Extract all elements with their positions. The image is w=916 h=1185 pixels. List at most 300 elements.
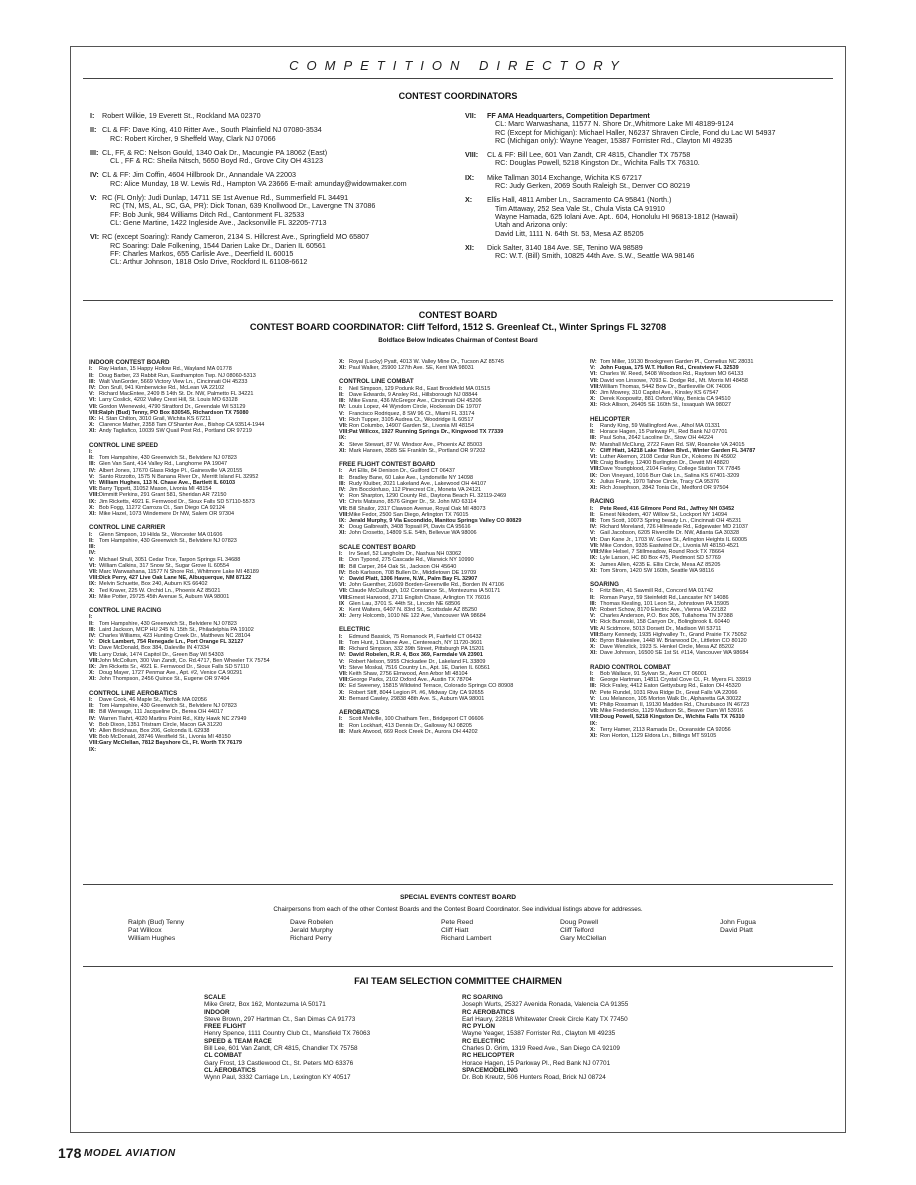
- region-number: I:: [339, 551, 343, 558]
- member-entry: Irv Searl, 52 Langholm Dr., Nashua NH 03062: [349, 551, 462, 558]
- region-number: XI:: [89, 676, 97, 683]
- member-entry: Marshall McClung, 2722 Fawn Rd. SW, Roanoke VA 24015: [600, 441, 745, 448]
- member-entry: Lou Melancon, 105 Morton Walk Dr., Alpharetta GA 30022: [600, 695, 742, 702]
- board-member-row: [89, 747, 337, 753]
- member-entry: Cliff Hiatt, 14218 Lake Tilden Blvd., Winter Garden FL 34787: [600, 447, 756, 454]
- region-number: I:: [339, 385, 343, 392]
- board-title: CONTROL LINE COMBAT: [339, 378, 414, 386]
- board-title: FREE FLIGHT CONTEST BOARD: [339, 461, 436, 469]
- member-entry: Warren Tiahrt, 4020 Martins Point Rd., Kitty Hawk NC 27949: [99, 715, 247, 722]
- region-number: II:: [339, 392, 344, 399]
- coordinator-line: RC Soaring: Dale Folkening, 1544 Darien Lake Dr., Darien IL 60561: [110, 240, 326, 250]
- coordinator-line: CL , FF & RC: Sheila Nitsch, 5650 Boyd Rd., Grove City OH 43123: [110, 156, 324, 166]
- region-number: III:: [89, 461, 96, 468]
- region-number: V:: [590, 530, 596, 537]
- region-number: V:: [590, 695, 596, 702]
- region-number: X:: [89, 670, 95, 677]
- region-number: X:: [89, 422, 95, 429]
- board-title: RACING: [590, 498, 615, 506]
- member-entry: Barry Tippett, 31052 Mason, Livonia MI 48154: [99, 486, 212, 493]
- member-entry: Dave Wenzlick, 1923 S. Henkel Circle, Mesa AZ 85202: [600, 644, 735, 651]
- board-title: CONTROL LINE SPEED: [89, 441, 158, 449]
- member-entry: Ernest Nikodem, 407 Willow St., Lockport NY 14094: [600, 511, 728, 518]
- region-number: IV:: [590, 359, 597, 365]
- region-number: III:: [590, 518, 597, 525]
- board-member-row: [89, 676, 337, 682]
- member-entry: William Thomas, 5442 Bow Dr., Bartlesville OK 74006: [600, 383, 732, 390]
- member-entry: Dave Edwards, 9 Ansley Rd., Hillsborough NJ 08844: [349, 392, 478, 399]
- region-number: III:: [339, 646, 346, 653]
- region-number: IX:: [89, 663, 97, 670]
- member-entry: Paul Walker, 25900 127th Ave. SE, Kent WA 98031: [349, 365, 474, 372]
- member-entry: Albert Jones, 17670 Glass Ridge Pl., Gainesville VA 20155: [99, 467, 243, 474]
- region-number: II:: [90, 125, 97, 135]
- fai-chairman: Charles D. Grim, 1319 Reed Ave., San Diego CA 92109: [462, 1045, 620, 1053]
- region-number: VII:: [89, 734, 98, 741]
- member-entry: Claude McCullough, 102 Constance St., Montezuma IA 50171: [349, 588, 501, 595]
- member-entry: John Guenther, 21609 Borden-Greenville Rd., Borden IN 47106: [349, 582, 505, 589]
- coordinator-line: FF: Bob Junk, 984 Williams Ditch Rd., Cantonment FL 32533: [110, 209, 305, 219]
- coordinator-line: RC: W.T. (Bill) Smith, 10825 44th Ave. S.W., Seattle WA 98146: [495, 251, 695, 261]
- member-entry: Thomas Kiesling, 101 Leon St., Johnstown PA 15905: [600, 600, 730, 607]
- region-number: III:: [590, 683, 597, 690]
- region-entry: [465, 151, 835, 168]
- region-number: VIII:: [590, 466, 601, 473]
- member-entry: Dimmitt Perkins, 291 Grant 581, Sheridan AR 72150: [99, 492, 227, 499]
- member-entry: Doug Galbreath, 3408 Topsail Pl, Davis CA 95616: [349, 524, 471, 531]
- member-entry: John Fuqua, 175 W.T. Hullon Rd., Crestview FL 32539: [600, 365, 739, 372]
- member-entry: Terry Hamer, 2113 Ramada Dr., Oceanside CA 92056: [600, 726, 731, 733]
- member-entry: Jim Bocckinfuso, 112 Pinecrest Cir., Moneta VA 24121: [349, 487, 482, 494]
- fai-heading: FAI TEAM SELECTION COMMITTEE CHAIRMEN: [354, 976, 562, 986]
- member-entry: John Thompson, 2456 Quince St., Eugene OR 97404: [99, 676, 230, 683]
- member-entry: Mike Helsel, 7 Stillmeadow, Round Rock TX 78664: [600, 549, 725, 556]
- board-section: [339, 709, 587, 735]
- member-entry: Dave Cook, 46 Maple St., Norfolk MA 02056: [99, 696, 207, 703]
- region-number: IX:: [590, 390, 598, 397]
- member-entry: Mike Condon, 9335 Eastwind Dr., Livonia MI 48150-4521: [600, 542, 740, 549]
- member-name: Pat Willcox: [128, 926, 162, 934]
- coordinator-line: CL: Arthur Johnson, 1818 Oslo Drive, Rockford IL 61108-6612: [110, 257, 308, 267]
- region-number: X:: [465, 195, 473, 205]
- fai-rule: [83, 966, 833, 967]
- member-entry: Mike Hazel, 1073 Windemere Dr NW, Salem OR 97304: [99, 511, 235, 518]
- member-entry: Robert Schow, 8170 Electric Ave., Vienna VA 22182: [600, 606, 727, 613]
- region-number: XI:: [590, 567, 598, 574]
- member-entry: Richard Moreland, 726 Hillmeade Rd., Edgewater MD 21037: [600, 524, 748, 531]
- board-member-row: [89, 594, 337, 600]
- region-number: V:: [89, 473, 95, 480]
- region-number: V:: [89, 556, 95, 563]
- member-entry: David Platt, 1306 Havre, N.W., Palm Bay FL 32907: [349, 575, 478, 582]
- region-body: [102, 171, 460, 188]
- member-entry: Jerry Holcomb, 1010 NE 122 Ave, Vancouver WA 98684: [349, 613, 486, 620]
- member-name: Gary McClellan: [560, 934, 607, 942]
- region-number: V:: [339, 493, 345, 500]
- region-number: II:: [339, 639, 344, 646]
- region-number: XI:: [590, 485, 598, 492]
- board-section: [89, 359, 337, 435]
- region-number: I:: [339, 468, 343, 475]
- member-entry: Robert Stiff, 8044 Legion Pl. #6, Midway City CA 92655: [349, 689, 484, 696]
- member-entry: Byron Blakeslee, 1448 W. Briarwood Dr., Littleton CO 80120: [600, 637, 747, 644]
- member-entry: Ron Horton, 1129 Eldora Ln., Billings MT 59105: [600, 732, 717, 739]
- board-member-row: [590, 568, 838, 574]
- member-entry: Randy King, 59 Wallingford Ave., Athol MA 01331: [600, 423, 721, 430]
- region-number: IV:: [590, 524, 597, 531]
- member-entry: Scott Melville, 100 Chatham Terr., Bridgeport CT 06606: [349, 716, 484, 723]
- region-number: II:: [89, 455, 94, 462]
- board-section: [590, 359, 838, 409]
- member-entry: Mark Atwood, 669 Rock Creek Dr., Aurora OH 44202: [349, 728, 478, 735]
- region-number: III:: [89, 378, 96, 385]
- region-number: III:: [339, 480, 346, 487]
- region-number: III:: [339, 563, 346, 570]
- coordinator-line: Robert Wilkie, 19 Everett St., Rockland MA 02370: [102, 111, 261, 120]
- region-number: IX:: [590, 555, 598, 562]
- member-entry: Mike Fedor, 2500 San Diego, Arlington TX 76015: [349, 511, 469, 518]
- member-entry: Fritz Bien, 41 Sawmill Rd., Concord MA 01742: [600, 588, 714, 595]
- member-entry: Ernest Harwood, 2711 English Chase, Arlington TX 76016: [349, 594, 491, 601]
- board-member-row: [590, 650, 838, 656]
- member-entry: Mark Hansen, 3585 SE Franklin St., Portland OR 97202: [349, 447, 486, 454]
- member-entry: Bill Werwage, 111 Jacqueline Dr., Berea OH 44017: [99, 709, 224, 716]
- fai-category: CL COMBAT: [204, 1052, 242, 1060]
- member-entry: Gary McClellan, 7812 Bayshore Ct., Ft. Worth TX 76179: [99, 740, 242, 747]
- region-number: VIII:: [465, 150, 479, 160]
- member-entry: Keith Shaw, 2756 Elmwood, Ann Arbor MI 48104: [349, 670, 468, 677]
- region-number: VI:: [339, 582, 347, 589]
- region-number: IX:: [339, 435, 347, 442]
- coordinators-rule: [83, 300, 833, 301]
- region-number: VI:: [89, 562, 97, 569]
- member-entry: H. Stan Chilton, 3010 Grail, Wichita KS 67211: [99, 416, 211, 423]
- member-entry: Ron Lockhart, 413 Dennis Dr., Galloway NJ 08205: [349, 722, 472, 729]
- member-entry: Doug Mayer, 1727 Penmar Ave., Apt. #2, Venice CA 90291: [99, 670, 243, 677]
- coordinator-line: Wayne Hamada, 625 Iolani Ave. Apt.. 604, Honolulu HI 96813-1812 (Hawaii): [495, 211, 738, 221]
- region-number: XI:: [89, 593, 97, 600]
- coordinator-line: RC (TN, MS, AL, SC, GA, PR): Dick Tonan, 639 Knollwood Dr., Lavergne TN 37086: [110, 201, 376, 211]
- region-number: I:: [590, 505, 594, 512]
- region-number: II:: [339, 557, 344, 564]
- region-number: II:: [590, 429, 595, 436]
- region-number: XI:: [590, 402, 598, 409]
- member-entry: Mike Evans, 436 McGregor Ave., Cincinnati OH 45206: [349, 398, 482, 405]
- board-title: RADIO CONTROL COMBAT: [590, 663, 671, 671]
- member-entry: Larry Dziak, 1474 Capitol Dr., Green Bay WI 54303: [99, 651, 224, 658]
- board-section: [89, 607, 337, 683]
- region-number: IX: [339, 600, 345, 607]
- region-number: III:: [89, 544, 96, 551]
- member-entry: Glen Van Sant, 414 Valley Rd., Langhorne PA 19047: [99, 461, 228, 468]
- member-entry: Mike Fredericks, 1129 Madison St., Beaver Dam WI 53916: [600, 708, 743, 715]
- member-entry: Bob Wallace, 91 Sylvan St., Avon CT 06001: [600, 670, 707, 677]
- coordinator-line: FF: Charles Markos, 655 Carlisle Ave., Deerfield IL 60015: [110, 248, 294, 258]
- member-entry: George Hartman, 14811 Crystal Cove Ct., Ft. Myers FL 33919: [600, 677, 752, 684]
- board-section: [339, 359, 587, 371]
- member-entry: Pete Rundel, 1031 Riva Ridge Dr., Great Falls VA 22066: [600, 689, 738, 696]
- member-entry: Edmund Bassick, 75 Romanock Pl, Fairfield CT 06432: [349, 633, 482, 640]
- coordinator-line: CL: Marc Warwashana, 11577 N. Shore Dr.,Whitmore Lake MI 48189-9124: [495, 119, 734, 129]
- region-number: XI:: [339, 447, 347, 454]
- region-number: X:: [339, 689, 345, 696]
- region-number: VII:: [339, 505, 348, 512]
- member-entry: Melvin Schuette, Box 240, Auburn KS 66402: [99, 581, 208, 588]
- board-title: SOARING: [590, 580, 619, 588]
- region-body: [102, 126, 460, 143]
- board-member-row: [339, 729, 587, 735]
- region-body: [102, 112, 460, 120]
- region-entry: [465, 112, 835, 145]
- member-entry: John Crosetto, 14809 S.E. 54th, Bellevue WA 98006: [349, 530, 477, 537]
- member-entry: David von Linsowe, 7093 E. Dodge Rd., Mt. Morris MI 48458: [600, 377, 748, 384]
- member-entry: Doug Barber, 23 Rabbit Run, Easthampton Twp. NJ 08060-5313: [99, 372, 256, 379]
- member-entry: William Hughes, 113 N. Chase Ave., Bartlett IL 60103: [99, 480, 236, 487]
- region-number: VI:: [590, 536, 598, 543]
- region-number: VII:: [89, 651, 98, 658]
- region-number: IV:: [89, 385, 96, 392]
- region-entry: [90, 233, 460, 266]
- member-name: Cliff Telford: [560, 926, 594, 934]
- region-number: X:: [590, 726, 596, 733]
- region-number: XI:: [465, 242, 475, 252]
- coordinator-line: RC: Judy Gerken, 2069 South Raleigh St., Denver CO 80219: [495, 181, 690, 191]
- member-entry: Jim Ricketts Sr., 4921 E. Fernwood Dr., Sioux Falls SD 57110: [99, 663, 249, 670]
- coordinator-line: CL, FF, & RC: Nelson Gould, 1340 Oak Dr., Macungie PA 18062 (East): [102, 147, 328, 157]
- fai-left-column: [204, 994, 454, 1082]
- member-entry: Don Vineyard, 1016 Burr Oak Ln., Salina KS 67401-3209: [600, 472, 740, 479]
- region-body: [487, 151, 835, 168]
- coordinator-line: FF AMA Headquarters, Competition Department: [487, 111, 650, 120]
- region-number: XI:: [339, 365, 347, 372]
- region-number: IX:: [89, 416, 97, 423]
- page-number: 178: [58, 1145, 82, 1161]
- member-name: Dave Robelen: [290, 919, 334, 926]
- member-entry: George Parks, 2102 Oxford Ave., Austin TX 78704: [349, 677, 472, 684]
- region-number: X:: [590, 396, 596, 403]
- region-body: [487, 244, 835, 261]
- fai-chairman: Earl Haury, 22818 Whitewater Creek Circle Katy TX 77450: [462, 1015, 628, 1023]
- member-entry: Ron Sharpton, 1290 County Rd., Daytona Beach FL 32119-2469: [349, 493, 507, 500]
- page-title: COMPETITION DIRECTORY: [289, 58, 627, 73]
- region-number: VII:: [89, 568, 98, 575]
- member-entry: Don Srull, 941 Kimberwicke Rd., McLean VA 22102: [99, 385, 225, 392]
- region-body: [102, 233, 460, 266]
- coordinators-right-column: [465, 112, 835, 266]
- region-number: VII:: [465, 111, 477, 120]
- board-member-row: [89, 428, 337, 434]
- member-entry: Bill Carper, 264 Oak St., Jackson OH 45640: [349, 563, 457, 570]
- region-body: [102, 149, 460, 166]
- region-number: VIII:: [89, 575, 100, 582]
- region-number: V:: [90, 193, 97, 203]
- board-title: AEROBATICS: [339, 708, 380, 716]
- board-title: SCALE CONTEST BOARD: [339, 543, 416, 551]
- board-title: CONTROL LINE RACING: [89, 606, 162, 614]
- region-number: VII:: [89, 403, 98, 410]
- member-entry: Mike Potter, 29725 45th Avenue S, Auburn WA 98001: [99, 593, 230, 600]
- region-number: IV:: [590, 689, 597, 696]
- member-entry: Rich Josephson, 2842 Tonia Cir., Medford OR 97504: [600, 485, 729, 492]
- fai-category: SCALE: [204, 994, 226, 1001]
- member-entry: Philip Rossman II, 19130 Madden Rd., Churubusco IN 46723: [600, 701, 750, 708]
- member-entry: Glen Lau, 3701 S. 44th St., Lincoln NE 68506: [349, 600, 461, 607]
- coordinator-line: David Litt, 1111 N. 64th St. 53, Mesa AZ 85205: [495, 228, 644, 238]
- member-entry: Gordon Wienewski, 4790 Stratford Dr., Greendale WI 53129: [99, 403, 246, 410]
- contest-board-coordinator: CONTEST BOARD COORDINATOR: Cliff Telford, 1512 S. Greenleaf Ct., Winter Springs FL 32708: [249, 322, 667, 332]
- coordinator-line: Tim Attaway, 252 Sea Vale St., Chula Vista CA 91910: [495, 203, 665, 213]
- region-number: XI:: [590, 650, 598, 657]
- region-number: IX:: [590, 637, 598, 644]
- board-member-row: [89, 511, 337, 517]
- board-section: [339, 461, 587, 537]
- region-number: VI:: [590, 454, 598, 461]
- region-number: VII:: [339, 423, 348, 430]
- region-number: III:: [590, 600, 597, 607]
- fai-category: INDOOR: [204, 1008, 230, 1016]
- board-title: CONTROL LINE AEROBATICS: [89, 689, 178, 697]
- member-entry: James Allen, 4235 E. Ellis Circle, Mesa AZ 85205: [600, 561, 721, 568]
- coordinator-line: RC: Robert Kircher, 9 Sheffeld Way, Clark NJ 07066: [110, 133, 276, 143]
- member-entry: Roman Paryz, 59 Steinfeldt Rd.,Lancaster NY 14086: [600, 594, 729, 601]
- board-title: INDOOR CONTEST BOARD: [89, 359, 170, 366]
- fai-chairman: Bill Lee, 601 Van Zandt, CR 4815, Chandler TX 75758: [204, 1045, 358, 1053]
- region-number: VII:: [590, 460, 599, 467]
- member-entry: Pat Willcox, 1927 Running Springs Dr., Kingwood TX 77339: [349, 429, 504, 436]
- region-number: VI:: [89, 727, 97, 734]
- region-number: V:: [339, 410, 345, 417]
- member-entry: Bob Dixon, 1351 Tristram Circle, Macon GA 31220: [99, 721, 223, 728]
- region-number: X:: [590, 561, 596, 568]
- member-name: Ralph (Bud) Tenny: [128, 919, 185, 926]
- region-number: X:: [590, 644, 596, 651]
- member-entry: Dick Lambert, 754 Renegade Ln., Port Orange FL 32127: [99, 639, 244, 646]
- region-entry: [465, 196, 835, 237]
- coordinator-line: CL & FF: Bill Lee, 601 Van Zandt, CR 4815, Chandler TX 75758: [487, 150, 691, 160]
- member-entry: Bob Karlsson, 708 Bullen Dr., Middletown DE 19709: [349, 569, 477, 576]
- region-number: IV:: [339, 569, 346, 576]
- region-number: I:: [590, 588, 594, 595]
- region-number: I:: [590, 670, 594, 677]
- region-number: I:: [339, 716, 343, 723]
- member-name: John Fugua: [720, 919, 756, 926]
- member-entry: Rudy Kluiber, 2021 Lakeland Ave., Lakewood OH 44107: [349, 480, 487, 487]
- board-title: CONTROL LINE CARRIER: [89, 524, 166, 532]
- region-number: II:: [590, 677, 595, 684]
- contest-board-column-1: [89, 359, 337, 760]
- region-number: X:: [339, 441, 345, 448]
- special-events-subtitle: Chairpersons from each of the other Contest Boards and the Contest Board Coordinator. See individual listings above for addresses.: [273, 906, 643, 913]
- member-entry: Pete Reed, 416 Gilmore Pond Rd., Jaffrey NH 03452: [600, 505, 735, 512]
- member-entry: Jim Ricketts, 4921 E. Fernwood Dr., Sioux Falls SD 57110-5573: [99, 498, 255, 505]
- magazine-name: MODEL AVIATION: [84, 1148, 176, 1159]
- region-number: IX:: [339, 518, 347, 525]
- member-name: Cliff Hiatt: [441, 926, 469, 934]
- board-member-row: [339, 530, 587, 536]
- member-entry: Tom Hampshire, 430 Greenwich St., Belvidere NJ 07823: [99, 703, 237, 710]
- region-number: IV:: [89, 715, 96, 722]
- coordinator-line: RC (FL Only): Judi Dunlap, 14711 SE 1st Avenue Rd., Summerfield FL 34491: [102, 193, 349, 203]
- region-number: IX:: [89, 498, 97, 505]
- region-number: XI:: [590, 732, 598, 739]
- fai-chairman: Joseph Wurts, 25327 Avenida Ronada, Valencia CA 91355: [462, 1001, 629, 1009]
- member-entry: Bill Shailor, 2317 Clawson Avenue, Royal Oak MI 48073: [349, 505, 486, 512]
- member-entry: Jim Mowrey, 310 Capitol Ave., Kinsley KS 67547: [600, 390, 719, 397]
- region-number: X:: [590, 478, 596, 485]
- region-number: II:: [89, 703, 94, 710]
- region-number: IX:: [89, 581, 97, 588]
- region-number: III:: [89, 709, 96, 716]
- region-number: X:: [339, 359, 345, 365]
- member-entry: John McCollum, 300 Van Zandt, Co. Rd.4717, Ben Wheeler TX 75754: [99, 657, 270, 664]
- region-number: VII:: [590, 542, 599, 549]
- member-entry: Louis Lopez, 44 Wyndom Circle, Hockessin DE 19707: [349, 404, 482, 411]
- region-number: X:: [89, 504, 95, 511]
- contest-board-heading: CONTEST BOARD: [418, 310, 498, 320]
- region-number: II:: [590, 594, 595, 601]
- region-number: III:: [89, 626, 96, 633]
- member-entry: Tom Miller, 19130 Brookgreen Garden Pl., Cornelius NC 28031: [600, 359, 754, 365]
- region-number: I:: [90, 111, 95, 120]
- member-entry: Rick Burnoski, 158 Canyon Dr., Bolingbrook IL 60440: [600, 619, 730, 626]
- member-entry: Dave Johnson, 16500 SE 1st St. #114, Vancouver WA 98684: [600, 650, 749, 657]
- region-number: I:: [89, 366, 93, 373]
- member-entry: Tom Hunt, 1 Dianne Ave., Centereach, NY 11720-3601: [349, 639, 483, 646]
- region-number: VI:: [89, 397, 97, 404]
- board-section: [590, 664, 838, 740]
- region-number: V:: [89, 391, 95, 398]
- region-number: IV:: [90, 170, 99, 180]
- region-number: X:: [339, 606, 345, 613]
- member-entry: Bob Fogg, 11272 Carroza Ct., San Diego CA 92124: [99, 504, 225, 511]
- region-number: I:: [89, 696, 93, 703]
- member-entry: Doug Powell, 5218 Kingston Dr., Wichita Falls TX 76310: [600, 714, 745, 721]
- region-number: XI:: [339, 613, 347, 620]
- coordinator-line: CL: Gene Martine, 1422 Ingleside Ave., Jacksonville FL 32205-7713: [110, 217, 327, 227]
- region-number: VII:: [590, 625, 599, 632]
- region-body: [487, 196, 835, 237]
- region-number: I:: [89, 531, 93, 538]
- coordinators-heading: CONTEST COORDINATORS: [398, 91, 518, 101]
- region-number: V:: [89, 721, 95, 728]
- member-name: Jerald Murphy: [290, 926, 334, 934]
- member-entry: Walt VanGorder, 5669 Victory View Ln., Cincinnati OH 45233: [99, 378, 248, 385]
- region-number: IV:: [89, 632, 96, 639]
- coordinator-line: Ellis Hall, 4811 Amber Ln., Sacramento CA 95841 (North.): [487, 195, 672, 205]
- member-entry: Ted Kraver, 225 W. Orchid Ln., Phoenix AZ 85021: [99, 587, 221, 594]
- region-number: VIII:: [590, 549, 601, 556]
- fai-chairman: Gary Frost, 13 Castlewood Ct., St. Peters MO 63376: [204, 1059, 354, 1067]
- coordinator-line: CL & FF: Dave King, 410 Ritter Ave., South Plainfield NJ 07080-3534: [102, 125, 322, 135]
- region-number: III:: [90, 147, 99, 157]
- region-number: IV:: [590, 441, 597, 448]
- region-number: VI:: [590, 701, 598, 708]
- member-entry: Julius Frank, 1970 Tahoe Circle, Tracy CA 95376: [600, 478, 720, 485]
- special-events-column-3: [441, 919, 491, 942]
- fai-chairman: Mike Gretz, Box 162, Montezuma IA 50171: [204, 1001, 326, 1009]
- special-events-rule: [83, 884, 833, 885]
- region-number: IV:: [339, 652, 346, 659]
- member-entry: Bob McDonald, 28746 Westfield St., Livonia MI 48150: [99, 734, 231, 741]
- coordinator-line: Dick Salter, 3140 184 Ave. SE, Tenino WA 98589: [487, 242, 643, 252]
- member-name: Richard Lambert: [441, 934, 492, 942]
- member-entry: Steve Stewart, 87 W. Windsor Ave., Phoenix AZ 85003: [349, 441, 483, 448]
- board-member-row: [590, 402, 838, 408]
- member-entry: Royal (Lucky) Pyatt, 4013 W. Valley Mine Dr., Tucson AZ 85745: [349, 359, 504, 365]
- region-entry: [90, 112, 460, 120]
- region-number: VIII:: [89, 740, 100, 747]
- fai-chairman: Steve Brown, 297 Hartman Ct., San Dimas CA 91773: [204, 1015, 356, 1023]
